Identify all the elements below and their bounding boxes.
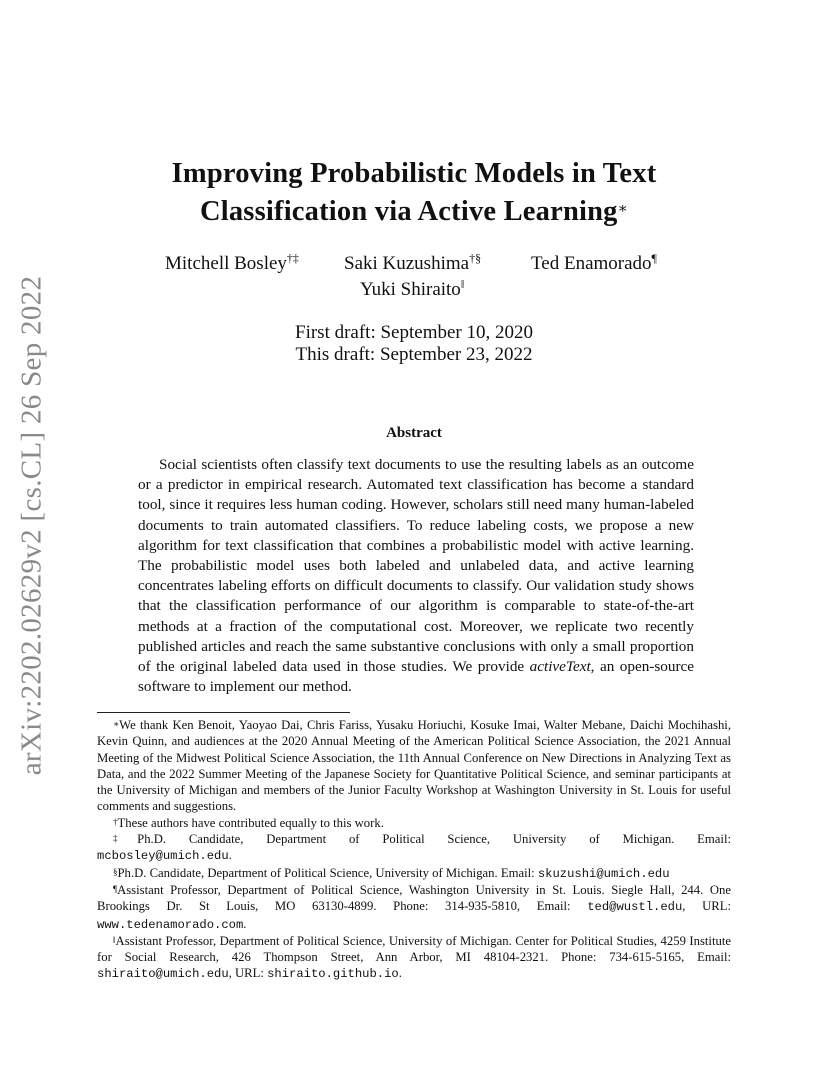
author-name: Ted Enamorado xyxy=(531,253,652,274)
footnote-mark: ‡ xyxy=(113,833,138,844)
footnotes xyxy=(97,717,731,983)
footnote-kuzushima xyxy=(97,865,731,882)
author-marks: ¶ xyxy=(651,251,657,265)
author-kuzushima xyxy=(344,253,481,275)
email-link[interactable]: mcbosley@umich.edu xyxy=(97,849,229,864)
arxiv-identifier: arXiv:2202.02629v2 [cs.CL] 26 Sep 2022 xyxy=(15,275,48,775)
footnote-text: These authors have contributed equally to this work. xyxy=(117,815,384,830)
url-link[interactable]: shiraito.github.io xyxy=(267,967,399,982)
paper-title xyxy=(100,155,728,231)
url-label: , URL: xyxy=(228,966,268,981)
author-marks: ‖ xyxy=(460,277,465,291)
author-list xyxy=(0,253,828,277)
footnote-enamorado xyxy=(97,882,731,933)
author-bosley xyxy=(165,253,299,275)
footnote-text: Ph.D. Candidate, Department of Political Science, University of Michigan. Email: xyxy=(117,865,538,880)
footnote-text: Ph.D. Candidate, Department of Political Science, University of Michigan. Email: xyxy=(137,832,732,847)
footnote-punct: . xyxy=(228,848,232,863)
title-line-2-text: Classification via Active Learning xyxy=(199,196,618,227)
footnote-mark: † xyxy=(113,816,118,827)
footnote-bosley xyxy=(97,831,731,847)
author-enamorado xyxy=(531,253,657,275)
author-shiraito xyxy=(360,279,464,301)
email-link[interactable]: shiraito@umich.edu xyxy=(97,967,229,982)
abstract-text-end: , an open-source software to implement our method. xyxy=(138,658,694,696)
footnote-mark: § xyxy=(113,866,118,877)
footnote-mark: ∗ xyxy=(113,719,120,729)
footnote-text: Assistant Professor, Department of Political Science, Washington University in St. Louis. Siegle Hall, 244. One Brookings Dr. St Louis, MO 63130-4899. Phone: 314-935-5810, Email: xyxy=(97,882,731,914)
email-link[interactable]: skuzushi@umich.edu xyxy=(537,866,670,881)
this-draft-date: This draft: September 23, 2022 xyxy=(295,344,533,365)
footnote-text: We thank Ken Benoit, Yaoyao Dai, Chris Fariss, Yusaku Horiuchi, Kosuke Imai, Walter Mebane, Daichi Mochihashi, Kevin Quinn, and audiences at the 2020 Annual Meeting of the American Political Science Association, the 2021 Annual Meeting of the Midwest Political Science Association, the 11th Annual Conference on New Directions in Analyzing Text as Data, and the 2022 Summer Meeting of the Japanese Society for Quantitative Political Science, and seminar participants at the University of Michigan and members of the Junior Faculty Workshop at Washington University in St. Louis for useful comments and suggestions. xyxy=(97,718,731,814)
author-marks: †‡ xyxy=(286,251,299,265)
footnote-acknowledgements xyxy=(97,717,731,815)
abstract-heading: Abstract xyxy=(386,425,442,441)
footnote-equal-contribution xyxy=(97,815,731,831)
first-draft-date: First draft: September 10, 2020 xyxy=(295,322,533,343)
url-label: , URL: xyxy=(682,899,731,914)
footnote-text: Assistant Professor, Department of Political Science, University of Michigan. Center for Political Studies, 4259 Institute for Social Research, 426 Thompson Street, Ann Arbor, MI 48104-2321. Phone: 734-615-5165, Email: xyxy=(97,933,731,965)
footnote-mark: ¶ xyxy=(113,883,118,894)
draft-dates xyxy=(0,322,828,366)
footnote-punct: . xyxy=(243,916,247,931)
author-name: Saki Kuzushima xyxy=(344,253,470,274)
author-name: Yuki Shiraito xyxy=(360,279,461,300)
footnote-mark: ‖ xyxy=(113,934,116,945)
footnote-bosley-email-line xyxy=(97,847,731,864)
url-link[interactable]: www.tedenamorado.com xyxy=(97,917,244,932)
author-name: Mitchell Bosley xyxy=(165,253,287,274)
footnote-rule xyxy=(97,712,350,713)
footnote-punct: . xyxy=(398,966,402,981)
title-line-1: Improving Probabilistic Models in Text xyxy=(171,158,657,189)
footnote-shiraito xyxy=(97,933,731,983)
abstract-text: Social scientists often classify text documents to use the resulting labels as an outcome or a predictor in empirical research. Automated text classification has become a standard tool, since it requires less human coding. However, scholars still need many human-labeled documents to train automated classifiers. To reduce labeling costs, we propose a new algorithm for text classification that combines a probabilistic model with active learning. The probabilistic model uses both labeled and unlabeled data, and active learning concentrates labeling efforts on difficult documents to classify. Our validation study shows that the classification performance of our algorithm is comparable to state-of-the-art methods at a fraction of the computational cost. Moreover, we replicate two recently published articles and reach the same substantive conclusions with only a small proportion of the original labeled data used in those studies. We provide xyxy=(138,456,694,676)
title-line-2 xyxy=(100,193,728,231)
author-marks: †§ xyxy=(469,251,482,265)
email-link[interactable]: ted@wustl.edu xyxy=(587,900,683,915)
abstract-body xyxy=(138,455,694,697)
title-footnote-mark: ∗ xyxy=(617,201,629,217)
software-name: activeText xyxy=(529,658,591,676)
